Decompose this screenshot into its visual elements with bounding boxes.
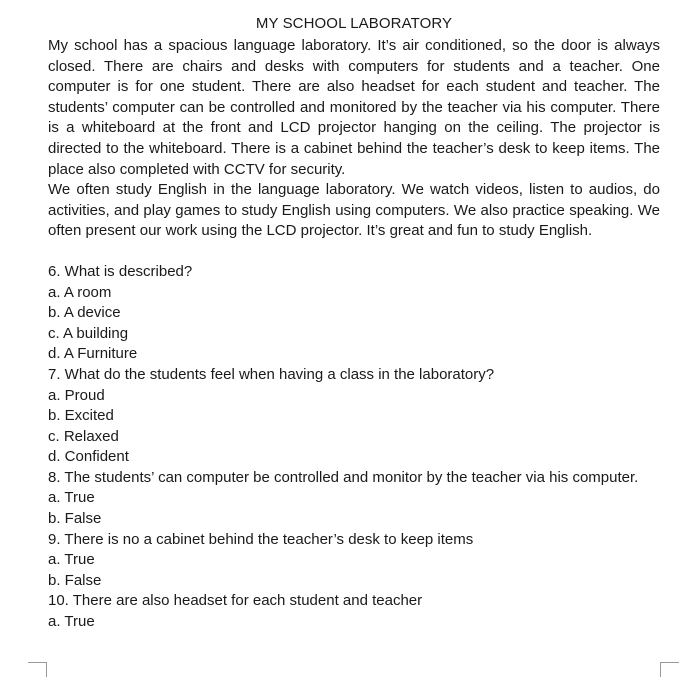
question-7-option-b: b. Excited (48, 407, 114, 425)
question-6: 6. What is described? (48, 262, 193, 280)
page-corner-mark-left (28, 662, 47, 677)
question-block-6 (48, 262, 660, 365)
question-10: 10. There are also headset for each student and teacher (48, 592, 423, 610)
question-6-option-b: b. A device (48, 304, 121, 322)
document-title: MY SCHOOL LABORATORY (255, 15, 453, 32)
question-6-option-a: a. A room (48, 283, 112, 301)
question-7-option-d: d. Confident (48, 448, 129, 466)
question-block-9 (48, 530, 660, 592)
paragraph-1: My school has a spacious language laboratory. It’s air conditioned, so the door is always closed. There are chairs and desks with computers for students and a teacher. One computer is for one student. There are also headset for each student and teacher. The students’ computer can be controlled and monitored by the teacher via his computer. There is a whiteboard at the front and LCD projector hanging on the ceiling. The projector is directed to the whiteboard. There is a cabinet behind the teacher’s desk to keep items. The place also completed with CCTV for security. (48, 37, 660, 178)
question-block-7 (48, 365, 660, 468)
question-6-option-d: d. A Furniture (48, 345, 138, 363)
question-6-option-c: c. A building (48, 324, 129, 342)
question-8-option-a: a. True (48, 489, 95, 507)
question-8: 8. The students’ can computer be controlled and monitor by the teacher via his computer. (48, 468, 639, 486)
page-corner-mark-right (660, 662, 679, 677)
blank-line (48, 242, 660, 262)
question-8-option-b: b. False (48, 510, 102, 528)
question-9: 9. There is no a cabinet behind the teacher’s desk to keep items (48, 530, 474, 548)
question-9-option-b: b. False (48, 571, 102, 589)
question-9-option-a: a. True (48, 551, 95, 569)
question-7: 7. What do the students feel when having a class in the laboratory? (48, 365, 495, 383)
question-block-8 (48, 468, 660, 530)
question-10-option-a: a. True (48, 613, 95, 631)
question-7-option-a: a. Proud (48, 386, 105, 404)
question-block-10 (48, 591, 660, 632)
document-page (48, 14, 660, 633)
paragraph-2: We often study English in the language laboratory. We watch videos, listen to audios, do activities, and play games to study English using computers. We also practice speaking. We often present our work using the LCD projector. It’s great and fun to study English. (48, 181, 660, 240)
question-7-option-c: c. Relaxed (48, 427, 119, 445)
